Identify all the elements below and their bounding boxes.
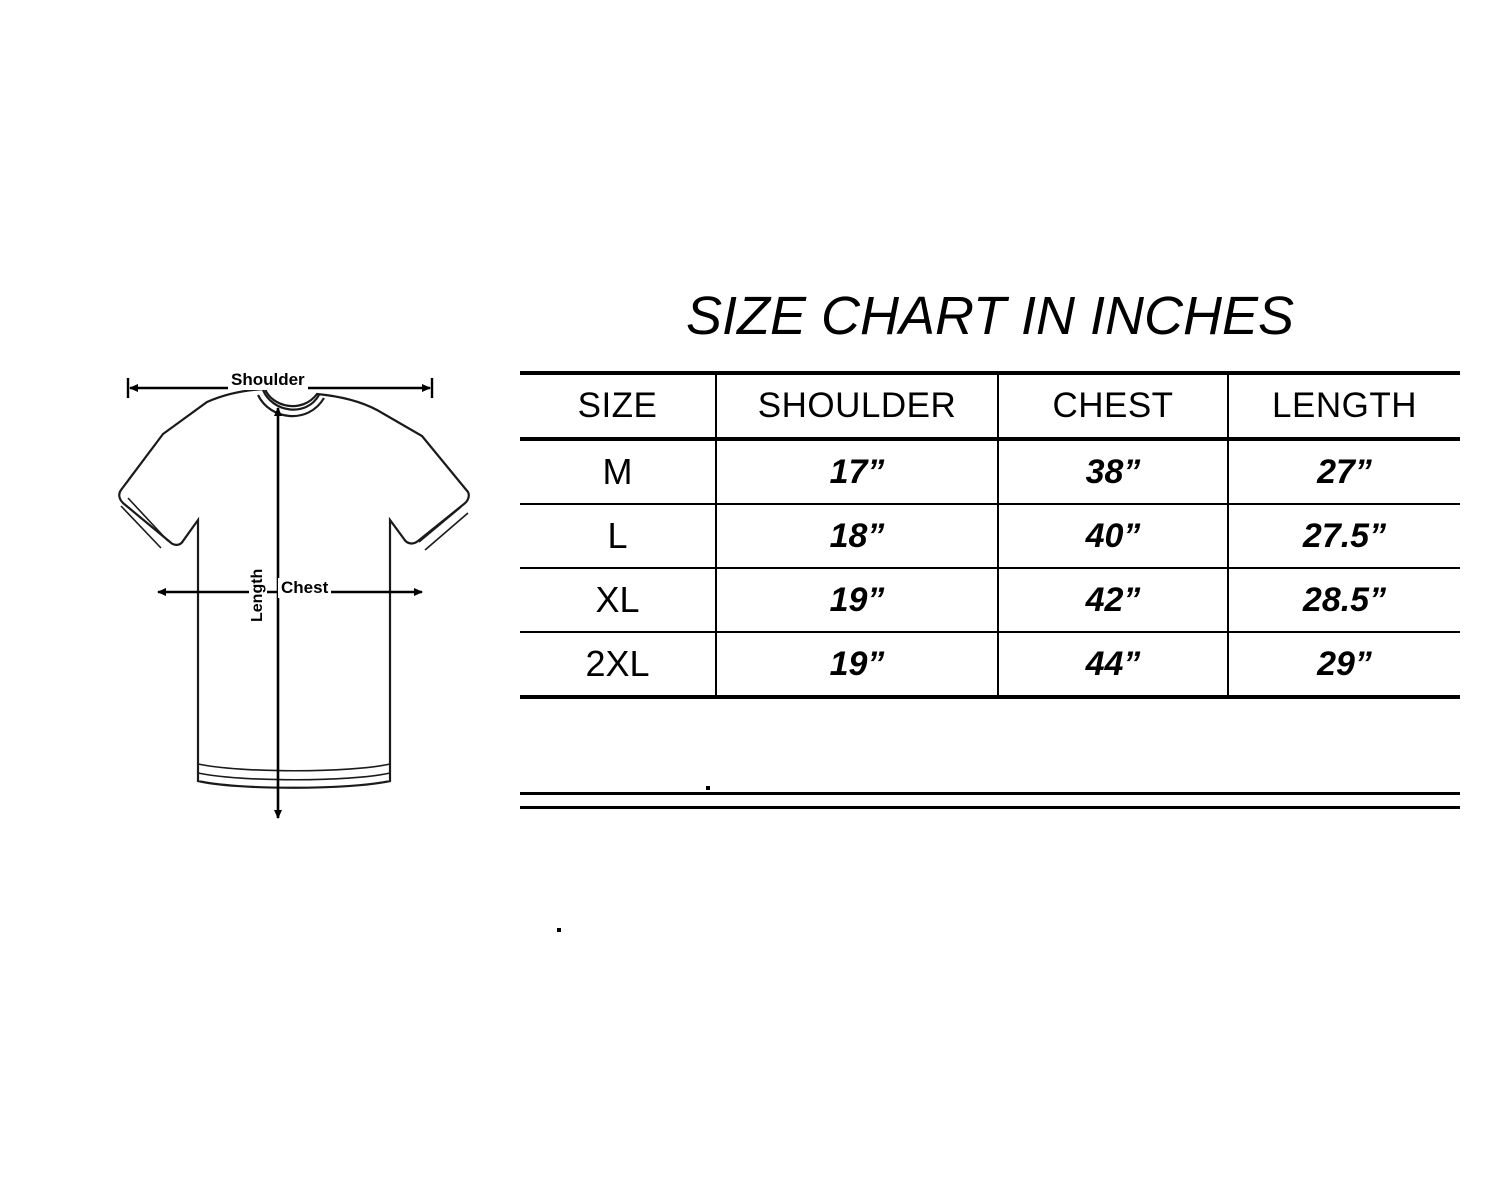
cell-length: 27.5”: [1228, 504, 1460, 568]
cell-shoulder: 17”: [716, 439, 998, 504]
cell-length: 29”: [1228, 632, 1460, 697]
cell-chest: 42”: [998, 568, 1228, 632]
cell-length: 28.5”: [1228, 568, 1460, 632]
chart-title: SIZE CHART IN INCHES: [685, 286, 1295, 346]
tshirt-measurement-diagram: [50, 360, 510, 850]
cell-size: M: [520, 439, 716, 504]
cell-size: XL: [520, 568, 716, 632]
column-header-shoulder: SHOULDER: [716, 373, 998, 439]
cell-length: 27”: [1228, 439, 1460, 504]
table-row: [520, 632, 1460, 697]
column-header-chest: CHEST: [998, 373, 1228, 439]
cell-chest: 40”: [998, 504, 1228, 568]
table-row: [520, 568, 1460, 632]
cell-chest: 44”: [998, 632, 1228, 697]
size-chart-table: [520, 371, 1460, 699]
table-bottom-rule-1: [520, 792, 1460, 795]
tshirt-outline-svg: [50, 360, 510, 850]
length-label: Length: [249, 566, 267, 625]
artifact-dot: [557, 928, 561, 932]
cell-shoulder: 19”: [716, 568, 998, 632]
table-header-row: [520, 373, 1460, 439]
cell-shoulder: 19”: [716, 632, 998, 697]
cell-size: 2XL: [520, 632, 716, 697]
cell-shoulder: 18”: [716, 504, 998, 568]
cell-chest: 38”: [998, 439, 1228, 504]
size-chart-panel: [520, 285, 1460, 699]
table-row: [520, 439, 1460, 504]
table-row: [520, 504, 1460, 568]
column-header-size: SIZE: [520, 373, 716, 439]
chest-label: Chest: [278, 578, 331, 598]
cell-size: L: [520, 504, 716, 568]
shoulder-label: Shoulder: [228, 370, 308, 390]
artifact-dot: [706, 786, 710, 790]
column-header-length: LENGTH: [1228, 373, 1460, 439]
table-bottom-rule-2: [520, 806, 1460, 809]
